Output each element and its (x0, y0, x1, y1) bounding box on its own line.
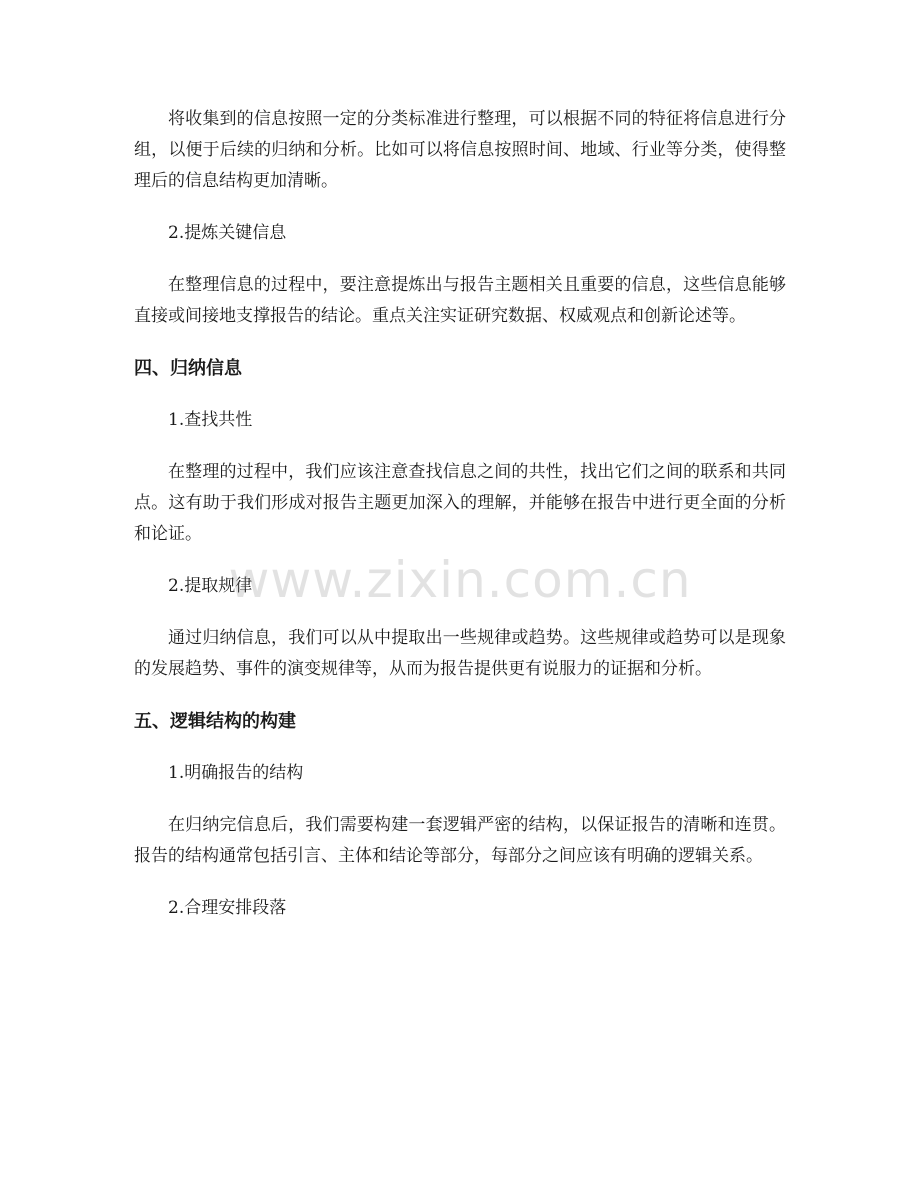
subheading-define-structure: 1.明确报告的结构 (168, 763, 304, 783)
paragraph-extract-patterns: 通过归纳信息，我们可以从中提取出一些规律或趋势。这些规律或趋势可以是现象的发展趋势、事件的演变规律等，从而为报告提供更有说服力的证据和分析。 (134, 628, 786, 679)
section-heading-5: 五、逻辑结构的构建 (134, 711, 296, 732)
watermark: www.zixin.com.cn (228, 551, 692, 609)
subheading-extract-patterns: 2.提取规律 (168, 576, 253, 596)
paragraph-extract-key-info: 在整理信息的过程中，要注意提炼出与报告主题相关且重要的信息，这些信息能够直接或间接地支撑报告的结论。重点关注实证研究数据、权威观点和创新论述等。 (134, 275, 786, 326)
document-body (134, 104, 786, 945)
subheading-arrange-paragraphs: 2.合理安排段落 (168, 898, 287, 918)
subheading-extract-key-info: 2.提炼关键信息 (168, 223, 287, 243)
paragraph-define-structure: 在归纳完信息后，我们需要构建一套逻辑严密的结构，以保证报告的清晰和连贯。报告的结构通常包括引言、主体和结论等部分，每部分之间应该有明确的逻辑关系。 (134, 815, 786, 866)
paragraph-find-commonality: 在整理的过程中，我们应该注意查找信息之间的共性，找出它们之间的联系和共同点。这有助于我们形成对报告主题更加深入的理解，并能够在报告中进行更全面的分析和论证。 (134, 462, 786, 544)
paragraph-classify-info: 将收集到的信息按照一定的分类标准进行整理，可以根据不同的特征将信息进行分组，以便于后续的归纳和分析。比如可以将信息按照时间、地域、行业等分类，使得整理后的信息结构更加清晰。 (134, 109, 786, 191)
subheading-find-commonality: 1.查找共性 (168, 410, 253, 430)
section-heading-4: 四、归纳信息 (134, 358, 242, 379)
